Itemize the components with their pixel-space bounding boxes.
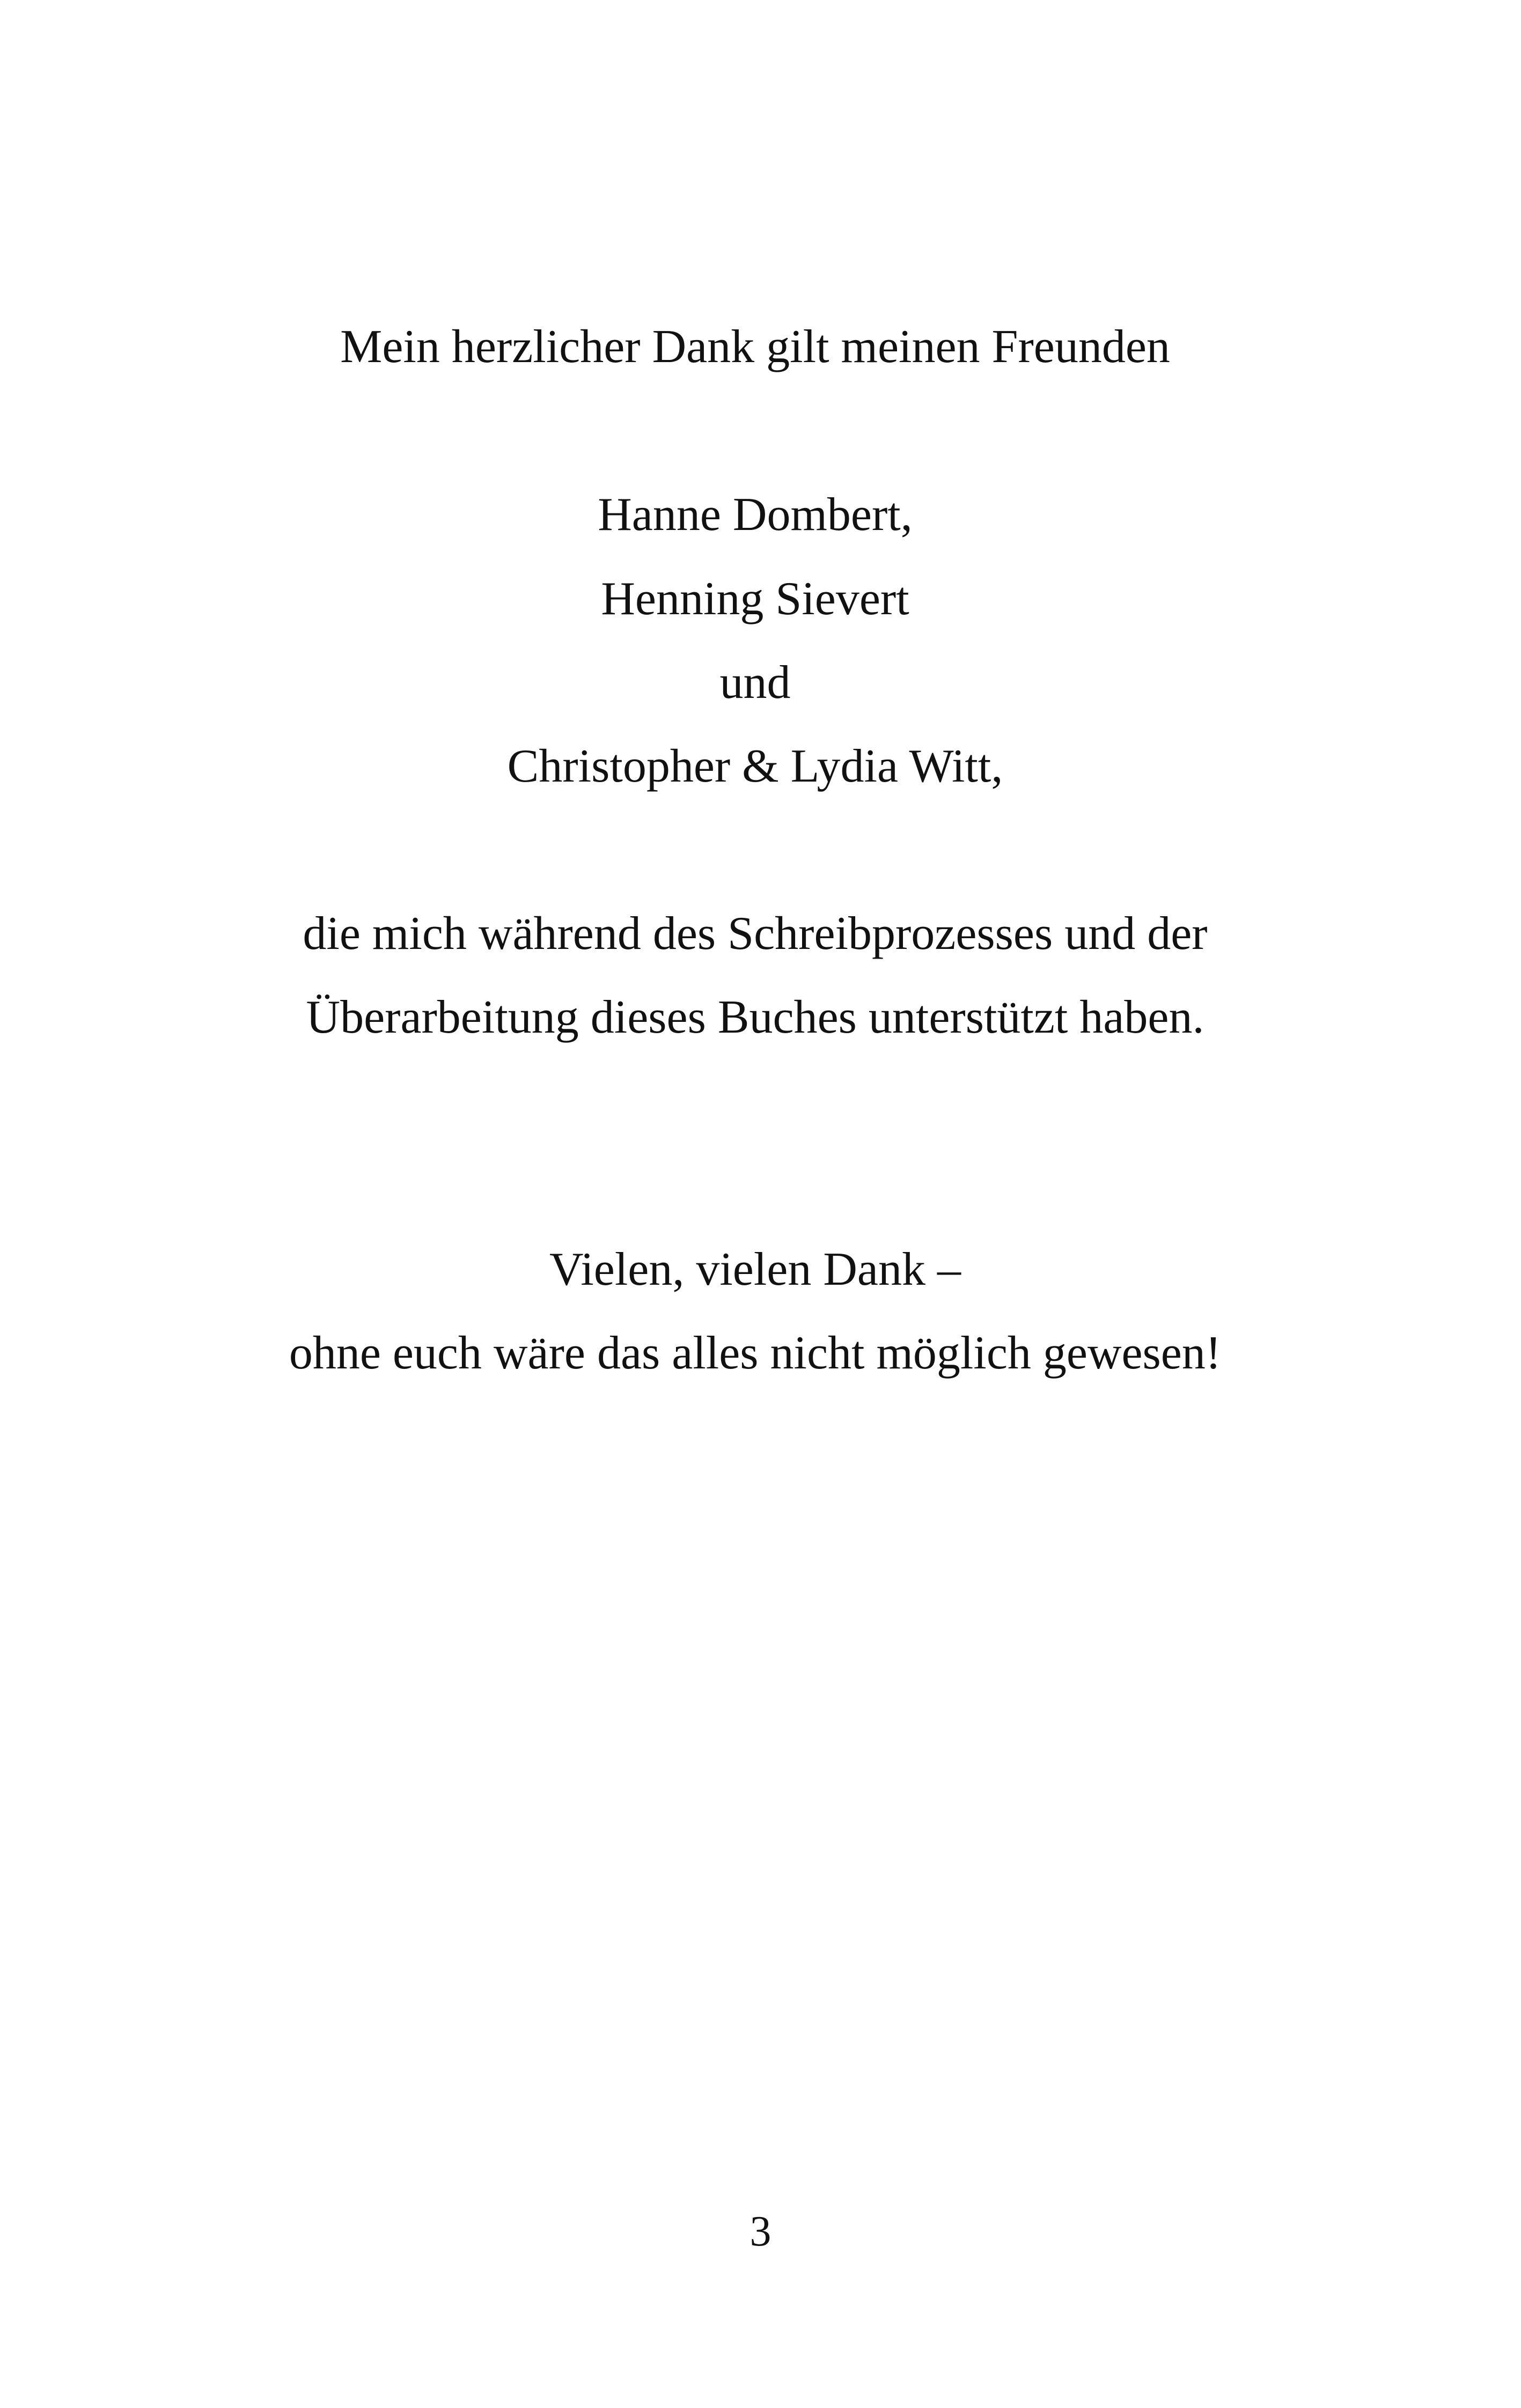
dedication-name-henning: Henning Sievert — [601, 573, 909, 625]
dedication-body-line-2: Überarbeitung dieses Buches unterstützt haben. — [306, 991, 1204, 1043]
closing-line-2: ohne euch wäre das alles nicht möglich gewesen! — [289, 1327, 1222, 1379]
dedication-conjunction: und — [719, 657, 791, 709]
dedication-name-hanne: Hanne Dombert, — [598, 489, 913, 541]
dedication-body-line-1: die mich während des Schreibprozesses und der — [303, 908, 1208, 960]
closing-line-1: Vielen, vielen Dank – — [549, 1243, 961, 1295]
dedication-name-christopher-lydia: Christopher & Lydia Witt, — [507, 740, 1003, 792]
dedication-intro: Mein herzlicher Dank gilt meinen Freunden — [340, 321, 1170, 373]
page-number: 3 — [750, 2208, 771, 2255]
